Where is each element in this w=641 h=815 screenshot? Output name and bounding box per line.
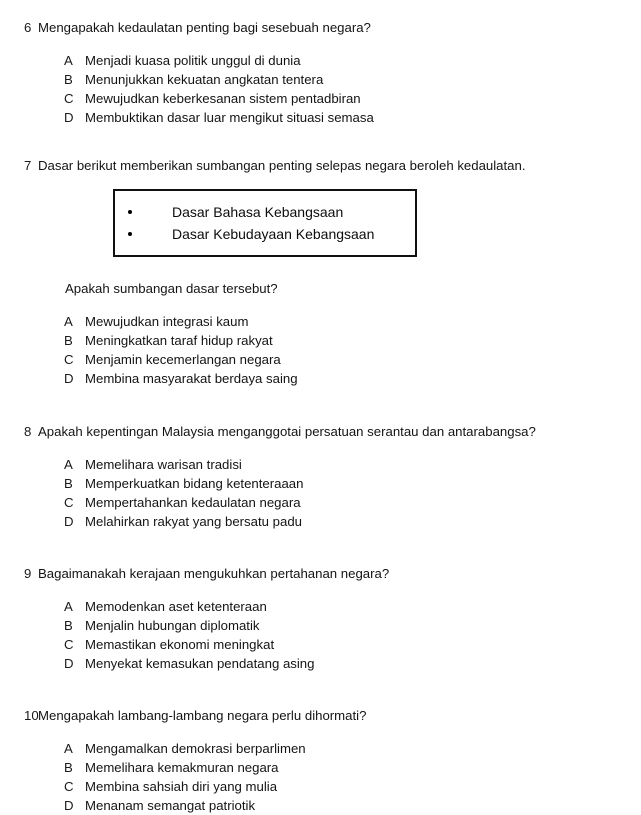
option-letter: A bbox=[64, 741, 73, 756]
option-text: Menjalin hubungan diplomatik bbox=[85, 618, 260, 633]
bullet-icon bbox=[115, 201, 145, 223]
option-letter: B bbox=[64, 72, 73, 87]
option-row[interactable] bbox=[64, 597, 641, 616]
question-stem-row bbox=[0, 422, 641, 441]
option-letter: D bbox=[64, 371, 74, 386]
option-letter: A bbox=[64, 599, 73, 614]
question-block-7 bbox=[0, 127, 641, 388]
option-row[interactable] bbox=[64, 51, 641, 70]
option-row[interactable] bbox=[64, 331, 641, 350]
question-stem: Apakah kepentingan Malaysia menganggotai persatuan serantau dan antarabangsa? bbox=[38, 424, 536, 439]
option-letter: B bbox=[64, 476, 73, 491]
option-text: Mewujudkan keberkesanan sistem pentadbiran bbox=[85, 91, 361, 106]
option-text: Memperkuatkan bidang ketenteraaan bbox=[85, 476, 304, 491]
option-text: Memastikan ekonomi meningkat bbox=[85, 637, 275, 652]
stimulus-box bbox=[113, 189, 417, 257]
option-row[interactable] bbox=[64, 455, 641, 474]
option-row[interactable] bbox=[64, 758, 641, 777]
option-row[interactable] bbox=[64, 312, 641, 331]
stimulus-item bbox=[115, 223, 415, 245]
option-text: Menyekat kemasukan pendatang asing bbox=[85, 656, 315, 671]
option-letter: A bbox=[64, 53, 73, 68]
option-text: Menanam semangat patriotik bbox=[85, 798, 256, 813]
option-text: Memelihara kemakmuran negara bbox=[85, 760, 279, 775]
question-block-10 bbox=[0, 673, 641, 815]
option-text: Mengamalkan demokrasi berparlimen bbox=[85, 741, 306, 756]
question-stem: Bagaimanakah kerajaan mengukuhkan pertahanan negara? bbox=[38, 566, 390, 581]
option-list bbox=[64, 455, 641, 531]
option-row[interactable] bbox=[64, 89, 641, 108]
question-number: 6 bbox=[24, 20, 32, 35]
option-row[interactable] bbox=[64, 739, 641, 758]
question-stem-row bbox=[0, 156, 641, 175]
option-letter: A bbox=[64, 314, 73, 329]
option-letter: C bbox=[64, 637, 74, 652]
question-stem-row bbox=[0, 564, 641, 583]
question-stem: Dasar berikut memberikan sumbangan penting selepas negara beroleh kedaulatan. bbox=[38, 158, 526, 173]
question-number: 10 bbox=[24, 708, 39, 723]
option-row[interactable] bbox=[64, 796, 641, 815]
option-text: Membuktikan dasar luar mengikut situasi semasa bbox=[85, 110, 374, 125]
question-number: 7 bbox=[24, 158, 32, 173]
option-text: Mempertahankan kedaulatan negara bbox=[85, 495, 301, 510]
option-row[interactable] bbox=[64, 474, 641, 493]
stimulus-box-wrapper bbox=[113, 189, 417, 257]
option-letter: D bbox=[64, 798, 74, 813]
option-list bbox=[64, 597, 641, 673]
option-row[interactable] bbox=[64, 350, 641, 369]
option-row[interactable] bbox=[64, 369, 641, 388]
option-letter: B bbox=[64, 618, 73, 633]
bullet-icon bbox=[115, 223, 145, 245]
option-list bbox=[64, 312, 641, 388]
stimulus-item-text: Dasar Kebudayaan Kebangsaan bbox=[172, 226, 375, 242]
stimulus-item bbox=[115, 201, 415, 223]
option-list bbox=[64, 739, 641, 815]
option-row[interactable] bbox=[64, 654, 641, 673]
option-row[interactable] bbox=[64, 108, 641, 127]
question-stem-row bbox=[0, 706, 641, 725]
question-block-6 bbox=[0, 0, 641, 127]
question-stem: Mengapakah kedaulatan penting bagi sesebuah negara? bbox=[38, 20, 371, 35]
option-letter: C bbox=[64, 495, 74, 510]
option-text: Memelihara warisan tradisi bbox=[85, 457, 242, 472]
question-number: 9 bbox=[24, 566, 32, 581]
option-letter: D bbox=[64, 514, 74, 529]
option-text: Menjadi kuasa politik unggul di dunia bbox=[85, 53, 301, 68]
option-row[interactable] bbox=[64, 512, 641, 531]
option-letter: D bbox=[64, 656, 74, 671]
option-row[interactable] bbox=[64, 616, 641, 635]
option-row[interactable] bbox=[64, 493, 641, 512]
option-text: Mewujudkan integrasi kaum bbox=[85, 314, 249, 329]
option-text: Menjamin kecemerlangan negara bbox=[85, 352, 281, 367]
option-text: Menunjukkan kekuatan angkatan tentera bbox=[85, 72, 324, 87]
option-text: Memodenkan aset ketenteraan bbox=[85, 599, 267, 614]
question-sub-prompt: Apakah sumbangan dasar tersebut? bbox=[65, 281, 278, 296]
option-letter: C bbox=[64, 352, 74, 367]
question-stem: Mengapakah lambang-lambang negara perlu dihormati? bbox=[38, 708, 367, 723]
option-list bbox=[64, 51, 641, 127]
option-text: Meningkatkan taraf hidup rakyat bbox=[85, 333, 273, 348]
stimulus-item-text: Dasar Bahasa Kebangsaan bbox=[172, 204, 344, 220]
option-text: Membina sahsiah diri yang mulia bbox=[85, 779, 278, 794]
option-row[interactable] bbox=[64, 635, 641, 654]
option-row[interactable] bbox=[64, 777, 641, 796]
option-letter: D bbox=[64, 110, 74, 125]
option-letter: B bbox=[64, 333, 73, 348]
option-letter: C bbox=[64, 91, 74, 106]
option-row[interactable] bbox=[64, 70, 641, 89]
option-letter: C bbox=[64, 779, 74, 794]
question-block-8 bbox=[0, 388, 641, 531]
option-letter: B bbox=[64, 760, 73, 775]
option-letter: A bbox=[64, 457, 73, 472]
question-number: 8 bbox=[24, 424, 32, 439]
option-text: Membina masyarakat berdaya saing bbox=[85, 371, 298, 386]
option-text: Melahirkan rakyat yang bersatu padu bbox=[85, 514, 302, 529]
question-stem-row bbox=[0, 18, 641, 37]
question-block-9 bbox=[0, 531, 641, 673]
